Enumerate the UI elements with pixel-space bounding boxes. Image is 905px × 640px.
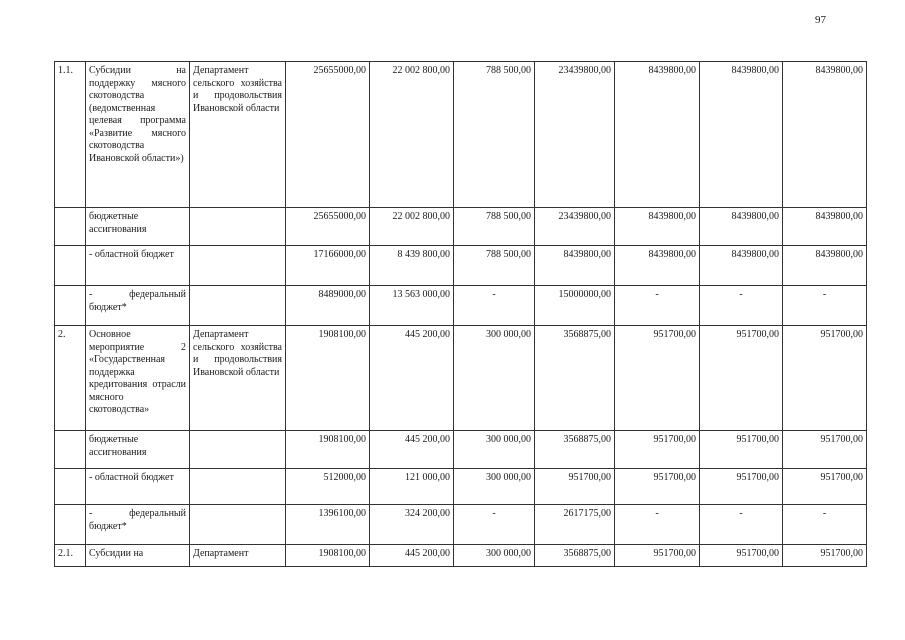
amount-cell: 8439800,00 — [615, 62, 700, 208]
executor-cell — [190, 431, 286, 469]
amount-cell: 121 000,00 — [370, 469, 454, 505]
amount-cell: 22 002 800,00 — [370, 208, 454, 246]
item-name-cell: - федеральный бюджет* — [86, 286, 190, 326]
item-name-cell: - федеральный бюджет* — [86, 505, 190, 545]
amount-cell: 788 500,00 — [454, 62, 535, 208]
page-number: 97 — [815, 14, 826, 26]
amount-cell: 1908100,00 — [286, 326, 370, 431]
table-row — [55, 246, 867, 286]
amount-cell: 8439800,00 — [700, 62, 783, 208]
amount-cell: - — [454, 286, 535, 326]
row-number-cell: 2.1. — [55, 545, 86, 567]
amount-cell: 1396100,00 — [286, 505, 370, 545]
executor-cell — [190, 286, 286, 326]
row-number-cell — [55, 208, 86, 246]
amount-cell: 445 200,00 — [370, 326, 454, 431]
amount-cell: 951700,00 — [700, 326, 783, 431]
table-row — [55, 505, 867, 545]
amount-cell: 300 000,00 — [454, 326, 535, 431]
amount-cell: 951700,00 — [783, 469, 867, 505]
amount-cell: 3568875,00 — [535, 431, 615, 469]
row-number-cell — [55, 431, 86, 469]
table-row — [55, 326, 867, 431]
amount-cell: 8439800,00 — [615, 246, 700, 286]
amount-cell: 3568875,00 — [535, 545, 615, 567]
table-row — [55, 545, 867, 567]
amount-cell: 951700,00 — [615, 431, 700, 469]
amount-cell: 8439800,00 — [783, 62, 867, 208]
amount-cell: 512000,00 — [286, 469, 370, 505]
amount-cell: 25655000,00 — [286, 62, 370, 208]
amount-cell: 951700,00 — [783, 431, 867, 469]
amount-cell: 951700,00 — [783, 326, 867, 431]
amount-cell: 300 000,00 — [454, 545, 535, 567]
amount-cell: 8 439 800,00 — [370, 246, 454, 286]
amount-cell: 3568875,00 — [535, 326, 615, 431]
amount-cell: 17166000,00 — [286, 246, 370, 286]
amount-cell: - — [783, 286, 867, 326]
amount-cell: 23439800,00 — [535, 62, 615, 208]
item-name-cell: - областной бюджет — [86, 246, 190, 286]
amount-cell: 445 200,00 — [370, 431, 454, 469]
item-name-cell: бюджетные ассигнования — [86, 431, 190, 469]
amount-cell: 8439800,00 — [783, 246, 867, 286]
amount-cell: 22 002 800,00 — [370, 62, 454, 208]
amount-cell: 788 500,00 — [454, 208, 535, 246]
amount-cell: 951700,00 — [700, 469, 783, 505]
item-name-cell: Субсидии на — [86, 545, 190, 567]
amount-cell: 8439800,00 — [615, 208, 700, 246]
amount-cell: 1908100,00 — [286, 545, 370, 567]
row-number-cell: 2. — [55, 326, 86, 431]
table-row — [55, 62, 867, 208]
amount-cell: 951700,00 — [615, 326, 700, 431]
table-row — [55, 286, 867, 326]
amount-cell: - — [615, 286, 700, 326]
amount-cell: - — [700, 286, 783, 326]
table-row — [55, 469, 867, 505]
executor-cell: Департамент сельского хозяйства и продовольствия Ивановской области — [190, 62, 286, 208]
amount-cell: 324 200,00 — [370, 505, 454, 545]
amount-cell: - — [700, 505, 783, 545]
amount-cell: 951700,00 — [783, 545, 867, 567]
executor-cell — [190, 246, 286, 286]
row-number-cell — [55, 286, 86, 326]
amount-cell: 25655000,00 — [286, 208, 370, 246]
amount-cell: 445 200,00 — [370, 545, 454, 567]
executor-cell: Департамент — [190, 545, 286, 567]
table-row — [55, 208, 867, 246]
amount-cell: 951700,00 — [700, 545, 783, 567]
budget-table-body — [55, 62, 867, 567]
amount-cell: - — [783, 505, 867, 545]
row-number-cell — [55, 469, 86, 505]
amount-cell: 8439800,00 — [700, 246, 783, 286]
row-number-cell: 1.1. — [55, 62, 86, 208]
amount-cell: 951700,00 — [700, 431, 783, 469]
item-name-cell: Субсидии на поддержку мясного скотоводства (ведомственная целевая программа «Развитие мясного скотоводства Ивановской области») — [86, 62, 190, 208]
row-number-cell — [55, 505, 86, 545]
amount-cell: 15000000,00 — [535, 286, 615, 326]
amount-cell: 8439800,00 — [535, 246, 615, 286]
amount-cell: 2617175,00 — [535, 505, 615, 545]
amount-cell: 8489000,00 — [286, 286, 370, 326]
amount-cell: 23439800,00 — [535, 208, 615, 246]
executor-cell — [190, 469, 286, 505]
amount-cell: - — [615, 505, 700, 545]
item-name-cell: бюджетные ассигнования — [86, 208, 190, 246]
amount-cell: 13 563 000,00 — [370, 286, 454, 326]
budget-table — [54, 61, 867, 567]
amount-cell: 300 000,00 — [454, 431, 535, 469]
amount-cell: 8439800,00 — [700, 208, 783, 246]
amount-cell: 951700,00 — [535, 469, 615, 505]
row-number-cell — [55, 246, 86, 286]
item-name-cell: Основное мероприятие 2 «Государственная поддержка кредитования отрасли мясного скотоводства» — [86, 326, 190, 431]
executor-cell: Департамент сельского хозяйства и продовольствия Ивановской области — [190, 326, 286, 431]
amount-cell: 1908100,00 — [286, 431, 370, 469]
amount-cell: 788 500,00 — [454, 246, 535, 286]
item-name-cell: - областной бюджет — [86, 469, 190, 505]
amount-cell: 951700,00 — [615, 469, 700, 505]
amount-cell: - — [454, 505, 535, 545]
executor-cell — [190, 208, 286, 246]
table-row — [55, 431, 867, 469]
amount-cell: 300 000,00 — [454, 469, 535, 505]
executor-cell — [190, 505, 286, 545]
amount-cell: 8439800,00 — [783, 208, 867, 246]
amount-cell: 951700,00 — [615, 545, 700, 567]
